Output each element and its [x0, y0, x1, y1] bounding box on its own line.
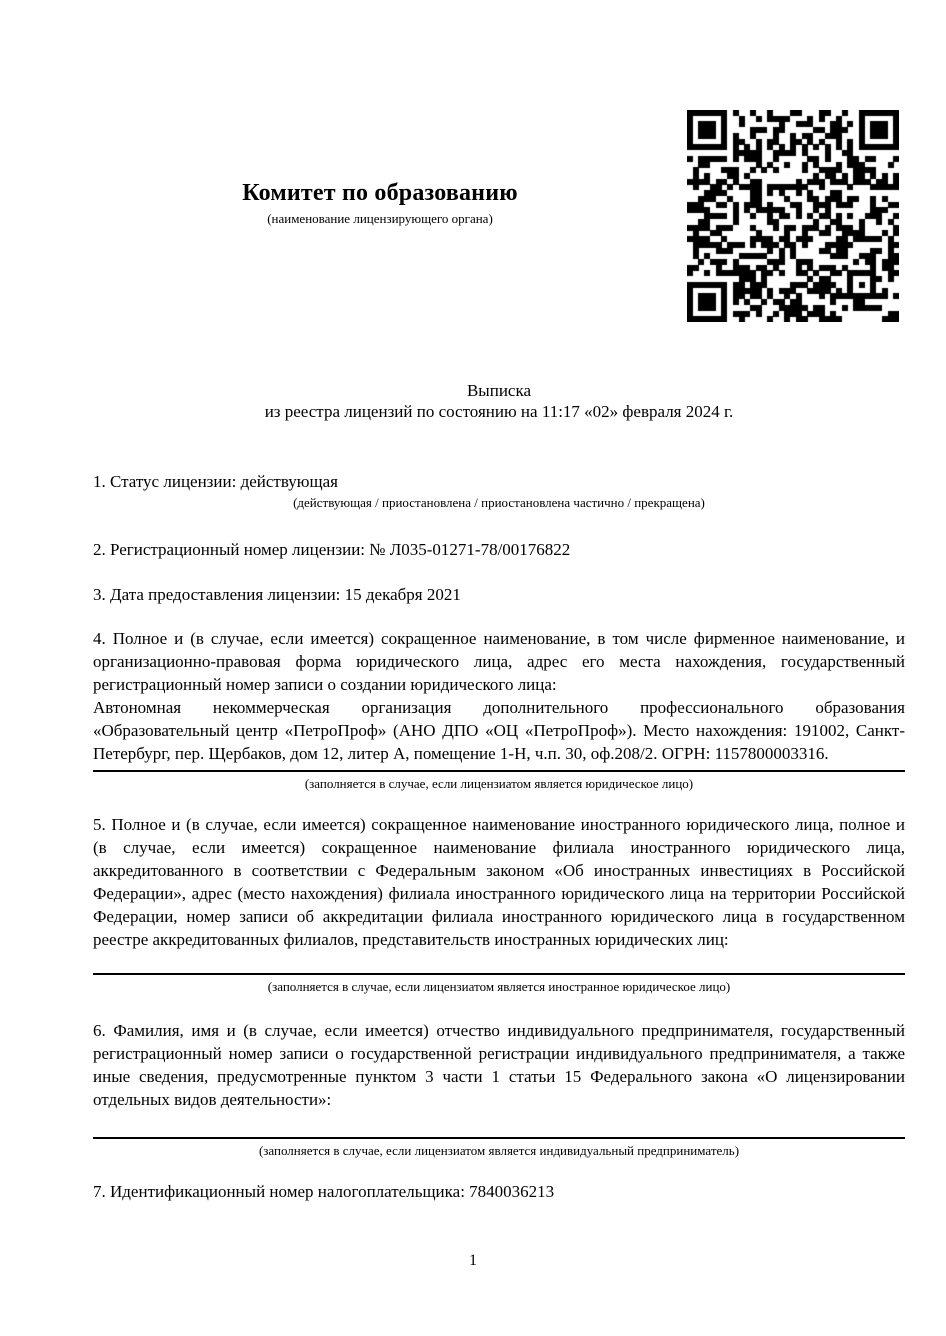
item-1-license-status: 1. Статус лицензии: действующая	[93, 472, 338, 491]
qr-code-container	[687, 110, 899, 322]
item-1-note: (действующая / приостановлена / приостановлена частично / прекращена)	[293, 495, 705, 510]
item-6-individual-entrepreneur-label: 6. Фамилия, имя и (в случае, если имеется) отчество индивидуального предпринимателя, государственный регистрационный номер записи о государственной регистрации индивидуального предпринимателя, а также иные сведения, предусмотренные пунктом 3 части 1 статьи 15 Федерального закона «О лицензировании отдельных видов деятельности»:	[93, 1021, 905, 1109]
qr-code-icon	[687, 110, 899, 322]
item-2-registration-number: 2. Регистрационный номер лицензии: № Л035-01271-78/00176822	[93, 540, 571, 559]
item-5-foreign-entity-label: 5. Полное и (в случае, если имеется) сокращенное наименование иностранного юридического лица, полное и (в случае, если имеется) сокращенное наименование филиала иностранного юридического лица, аккредитованного в соответствии с Федеральным законом «Об иностранных инвестициях в Российской Федерации», адрес (место нахождения) филиала иностранного юридического лица на территории Российской Федерации, номер записи об аккредитации филиала иностранного юридического лица в государственном реестре аккредитованных филиалов, представительств иностранных юридических лиц:	[93, 815, 905, 949]
separator-line-item4	[93, 770, 905, 772]
licensing-authority-title: Комитет по образованию	[242, 180, 518, 206]
item-3-license-date: 3. Дата предоставления лицензии: 15 декабря 2021	[93, 585, 461, 604]
document-heading	[93, 380, 905, 422]
separator-line-item6	[93, 1137, 905, 1139]
item-7-taxpayer-id: 7. Идентификационный номер налогоплательщика: 7840036213	[93, 1182, 555, 1201]
document-heading-line1: Выписка	[466, 381, 532, 400]
document-heading-line2: из реестра лицензий по состоянию на 11:17 «02» февраля 2024 г.	[264, 402, 734, 421]
item-4-note: (заполняется в случае, если лицензиатом является юридическое лицо)	[304, 776, 694, 791]
item-4-legal-entity-label: 4. Полное и (в случае, если имеется) сокращенное наименование, в том числе фирменное наименование, и организационно-правовая форма юридического лица, адрес его места нахождения, государственный регистрационный номер записи о создании юридического лица:	[93, 629, 905, 694]
licensing-authority-subtitle: (наименование лицензирующего органа)	[267, 211, 493, 226]
item-6-note: (заполняется в случае, если лицензиатом является индивидуальный предприниматель)	[258, 1143, 740, 1158]
item-5-note: (заполняется в случае, если лицензиатом является иностранное юридическое лицо)	[267, 979, 731, 994]
licensing-authority-header	[93, 180, 667, 227]
item-4-legal-entity-value: Автономная некоммерческая организация дополнительного профессионального образования «Образовательный центр «ПетроПроф» (АНО ДПО «ОЦ «ПетроПроф»). Место нахождения: 191002, Санкт-Петербург, пер. Щербаков, дом 12, литер А, помещение 1-Н, ч.п. 30, оф.208/2. ОГРН: 1157800003316.	[93, 698, 905, 763]
page-number: 1	[469, 1252, 477, 1269]
separator-line-item5	[93, 973, 905, 975]
document-body	[93, 380, 905, 1202]
